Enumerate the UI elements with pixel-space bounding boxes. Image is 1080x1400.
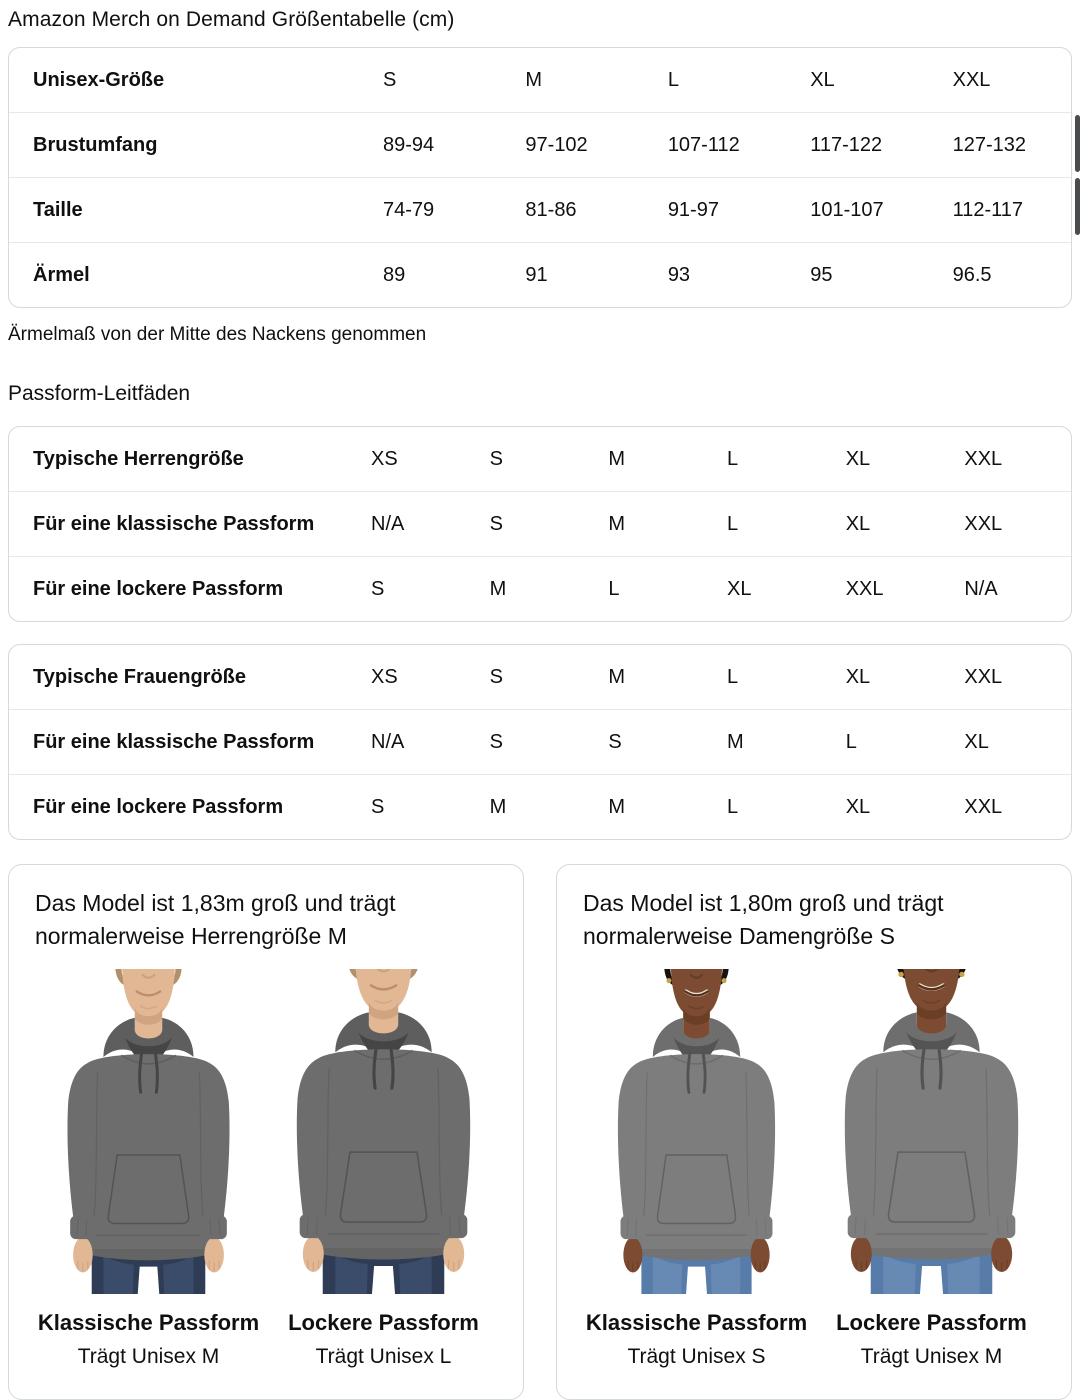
column-header: XL — [845, 665, 871, 688]
value-cell: S — [371, 577, 385, 600]
column-header: XXL — [964, 447, 1003, 470]
value-cell: M — [608, 795, 626, 818]
model-description: Das Model ist 1,83m groß und trägt normalerweise Herrengröße M — [35, 890, 396, 949]
value-cell: M — [727, 730, 744, 753]
row-label: Für eine klassische Passform — [33, 512, 315, 535]
column-header: XS — [371, 665, 398, 688]
photo-womens-loose-fit — [814, 969, 1049, 1369]
size-worn-label: Trägt Unisex L — [315, 1345, 452, 1368]
sleeve-measure-note: Ärmelmaß von der Mitte des Nackens genommen — [8, 324, 427, 345]
column-header: XXL — [952, 68, 991, 91]
value-cell: M — [608, 512, 626, 535]
photo-row — [579, 969, 1049, 1369]
row-label: Für eine lockere Passform — [33, 795, 284, 818]
value-cell: M — [489, 795, 507, 818]
column-header: L — [727, 447, 739, 470]
value-cell: 89 — [383, 263, 406, 286]
model-cards — [8, 864, 1072, 1400]
column-header: M — [525, 68, 543, 91]
column-header: S — [489, 665, 504, 688]
value-cell: N/A — [964, 577, 998, 600]
row-label: Brustumfang — [33, 133, 158, 156]
fit-guides-heading: Passform-Leitfäden — [8, 382, 191, 405]
value-cell: 91-97 — [667, 198, 719, 221]
photo-womens-classic-fit — [579, 969, 814, 1369]
column-header: XXL — [964, 665, 1003, 688]
mens-model-card — [8, 864, 524, 1400]
row-label: Typische Frauengröße — [33, 665, 247, 688]
column-header: L — [667, 68, 679, 91]
column-header: XL — [810, 68, 835, 91]
value-cell: 89-94 — [383, 133, 435, 156]
fit-label: Klassische Passform — [585, 1310, 808, 1335]
column-header: XS — [371, 447, 398, 470]
table-row — [9, 242, 1071, 307]
value-cell: XL — [845, 512, 871, 535]
column-header: S — [383, 68, 397, 91]
size-chart-page — [0, 8, 1080, 1400]
column-header: XL — [845, 447, 871, 470]
value-cell: 74-79 — [383, 198, 435, 221]
photo-caption — [586, 1294, 807, 1369]
row-label: Ärmel — [33, 263, 90, 286]
mens-fit-table — [8, 426, 1072, 622]
row-label: Typische Herrengröße — [33, 447, 244, 470]
size-worn-label: Trägt Unisex S — [627, 1345, 766, 1368]
value-cell: L — [845, 730, 857, 753]
value-cell: 96.5 — [952, 263, 992, 286]
table-row — [9, 112, 1071, 177]
table-row — [9, 709, 1071, 774]
scrollbar-thumb[interactable] — [1075, 115, 1080, 172]
value-cell: XL — [845, 795, 871, 818]
photo-caption — [288, 1294, 479, 1369]
male-model-classic-photo — [31, 969, 266, 1294]
size-worn-label: Trägt Unisex M — [77, 1345, 220, 1368]
model-description: Das Model ist 1,80m groß und trägt normalerweise Damengröße S — [583, 890, 944, 949]
value-cell: XXL — [845, 577, 884, 600]
table-header-row — [9, 645, 1071, 709]
table-header-row — [9, 48, 1071, 112]
value-cell: 112-117 — [952, 198, 1024, 221]
column-header: M — [608, 447, 626, 470]
photo-mens-classic-fit — [31, 969, 266, 1369]
unisex-size-table — [8, 47, 1072, 308]
table-header-row — [9, 427, 1071, 491]
value-cell: 91 — [525, 263, 548, 286]
table-row — [9, 491, 1071, 556]
value-cell: XXL — [964, 512, 1003, 535]
column-header: L — [727, 665, 739, 688]
row-label: Für eine lockere Passform — [33, 577, 284, 600]
value-cell: 127-132 — [952, 133, 1027, 156]
fit-label: Lockere Passform — [836, 1310, 1027, 1335]
fit-label: Klassische Passform — [37, 1310, 260, 1335]
value-cell: L — [608, 577, 620, 600]
value-cell: L — [727, 512, 739, 535]
womens-model-card — [556, 864, 1072, 1400]
value-cell: S — [489, 730, 504, 753]
row-label: Unisex-Größe — [33, 68, 165, 91]
womens-fit-table — [8, 644, 1072, 840]
value-cell: N/A — [371, 730, 405, 753]
female-model-classic-photo — [579, 969, 814, 1294]
female-model-loose-photo — [814, 969, 1049, 1294]
male-model-loose-photo — [266, 969, 501, 1294]
photo-caption — [836, 1294, 1027, 1369]
fit-label: Lockere Passform — [288, 1310, 479, 1335]
row-label: Für eine klassische Passform — [33, 730, 315, 753]
value-cell: S — [489, 512, 504, 535]
value-cell: S — [608, 730, 622, 753]
value-cell: 95 — [810, 263, 833, 286]
value-cell: XXL — [964, 795, 1003, 818]
value-cell: M — [489, 577, 507, 600]
size-worn-label: Trägt Unisex M — [860, 1345, 1003, 1368]
value-cell: 117-122 — [810, 133, 883, 156]
table-row — [9, 556, 1071, 621]
value-cell: XL — [964, 730, 989, 753]
column-header: S — [489, 447, 504, 470]
value-cell: 101-107 — [810, 198, 884, 221]
table-row — [9, 177, 1071, 242]
value-cell: 97-102 — [525, 133, 588, 156]
scrollbar-thumb[interactable] — [1075, 178, 1080, 235]
column-header: M — [608, 665, 626, 688]
photo-mens-loose-fit — [266, 969, 501, 1369]
value-cell: 93 — [667, 263, 691, 286]
value-cell: 81-86 — [525, 198, 577, 221]
photo-caption — [38, 1294, 259, 1369]
table-row — [9, 774, 1071, 839]
value-cell: XL — [727, 577, 752, 600]
value-cell: N/A — [371, 512, 405, 535]
photo-row — [31, 969, 501, 1369]
page-title: Amazon Merch on Demand Größentabelle (cm) — [8, 8, 455, 31]
value-cell: L — [727, 795, 739, 818]
row-label: Taille — [33, 198, 83, 221]
value-cell: S — [371, 795, 385, 818]
value-cell: 107-112 — [667, 133, 740, 156]
